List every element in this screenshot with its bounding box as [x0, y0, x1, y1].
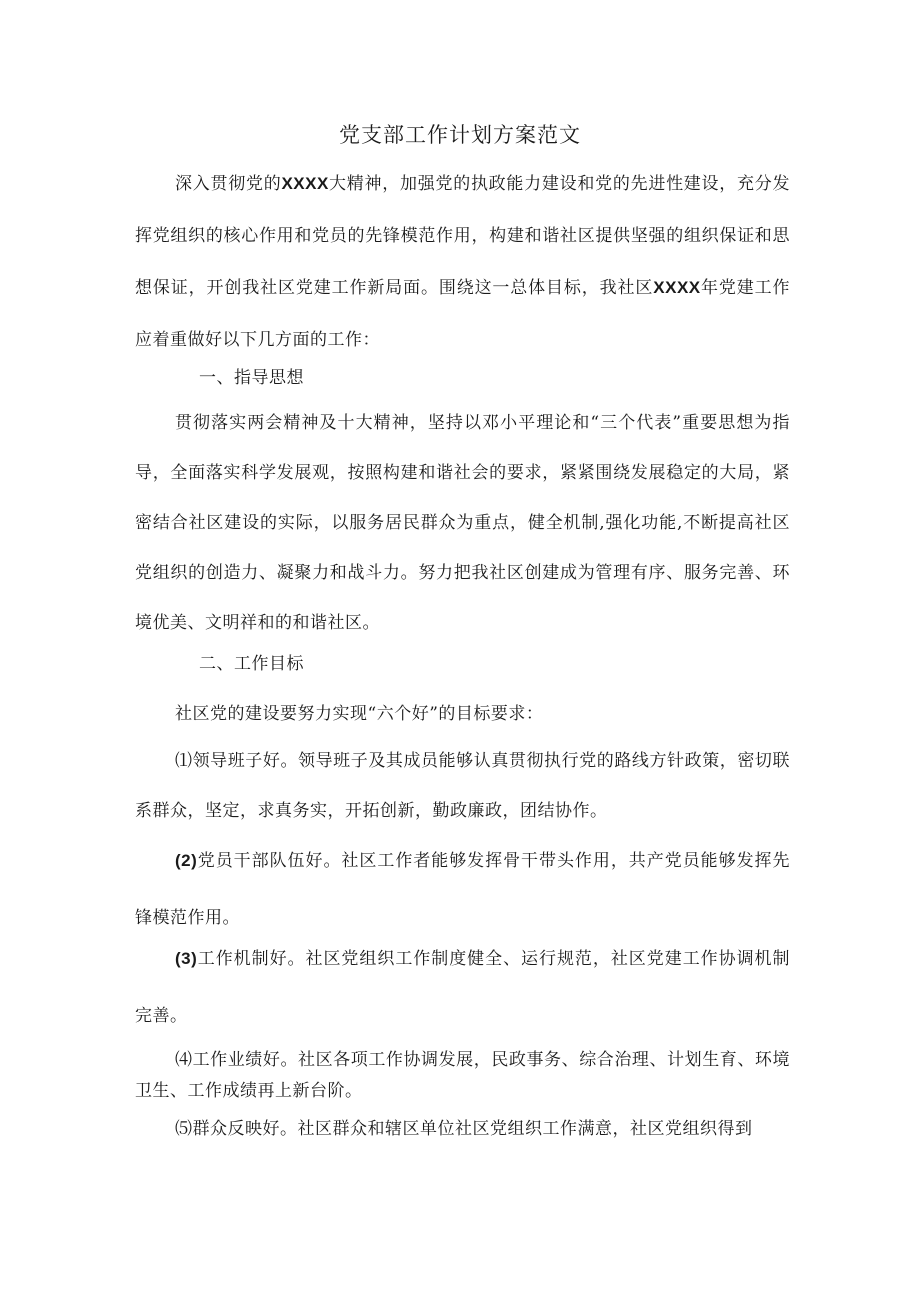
intro-placeholder-2: XXXX	[653, 278, 701, 297]
intro-text-2: 大精神，加强党的执政能力建设和党的先进性建设，充分发挥党组织的核心作用和党员的先锋模范作用，构建和谐社区提供坚强的组织保证和思想保证，开创我社区党建工作新局面。围绕这一总体目标，我社区	[135, 174, 791, 298]
goal-item-3-text: 工作机制好。社区党组织工作制度健全、运行规范，社区党建工作协调机制完善。	[135, 949, 790, 1026]
goal-item-4	[135, 1045, 790, 1107]
goal-item-5-number: ⑸	[175, 1119, 193, 1139]
goal-item-1	[135, 736, 790, 836]
intro-placeholder-1: XXXX	[281, 174, 329, 193]
goal-item-5	[135, 1116, 790, 1142]
goal-item-4-text: 工作业绩好。社区各项工作协调发展，民政事务、综合治理、计划生育、环境卫生、工作成绩再上新台阶。	[135, 1050, 791, 1101]
goal-item-3	[135, 930, 790, 1045]
goal-item-1-number: ⑴	[175, 751, 193, 771]
section-1-paragraph: 贯彻落实两会精神及十大精神，坚持以邓小平理论和“三个代表”重要思想为指导，全面落实科学发展观，按照构建和谐社会的要求，紧紧围绕发展稳定的大局，紧密结合社区建设的实际，以服务居民群众为重点，健全机制,强化功能,不断提高社区党组织的创造力、凝聚力和战斗力。努力把我社区创建成为管理有序、服务完善、环境优美、文明祥和的和谐社区。	[135, 413, 790, 633]
goal-item-2-text: 党员干部队伍好。社区工作者能够发挥骨干带头作用，共产党员能够发挥先锋模范作用。	[135, 851, 790, 928]
section-2-intro: 社区党的建设要努力实现“六个好”的目标要求：	[175, 704, 544, 724]
document-title: 党支部工作计划方案范文	[339, 123, 581, 147]
goal-item-4-number: ⑷	[175, 1050, 193, 1070]
intro-text-3: 年党建工作应着重做好以下几方面的工作：	[135, 278, 790, 350]
goal-item-2-number: (2)	[175, 851, 198, 870]
section-2-heading: 二、工作目标	[199, 654, 304, 674]
intro-text-1: 深入贯彻党的	[175, 174, 282, 194]
goal-item-1-text: 领导班子好。领导班子及其成员能够认真贯彻执行党的路线方针政策，密切联系群众，坚定，求真务实，开拓创新，勤政廉政，团结协作。	[135, 751, 791, 821]
goal-item-3-number: (3)	[175, 949, 198, 968]
goal-item-5-text: 群众反映好。社区群众和辖区单位社区党组织工作满意，社区党组织得到	[192, 1119, 753, 1139]
intro-paragraph	[135, 158, 790, 366]
section-1-heading: 一、指导思想	[199, 368, 304, 388]
